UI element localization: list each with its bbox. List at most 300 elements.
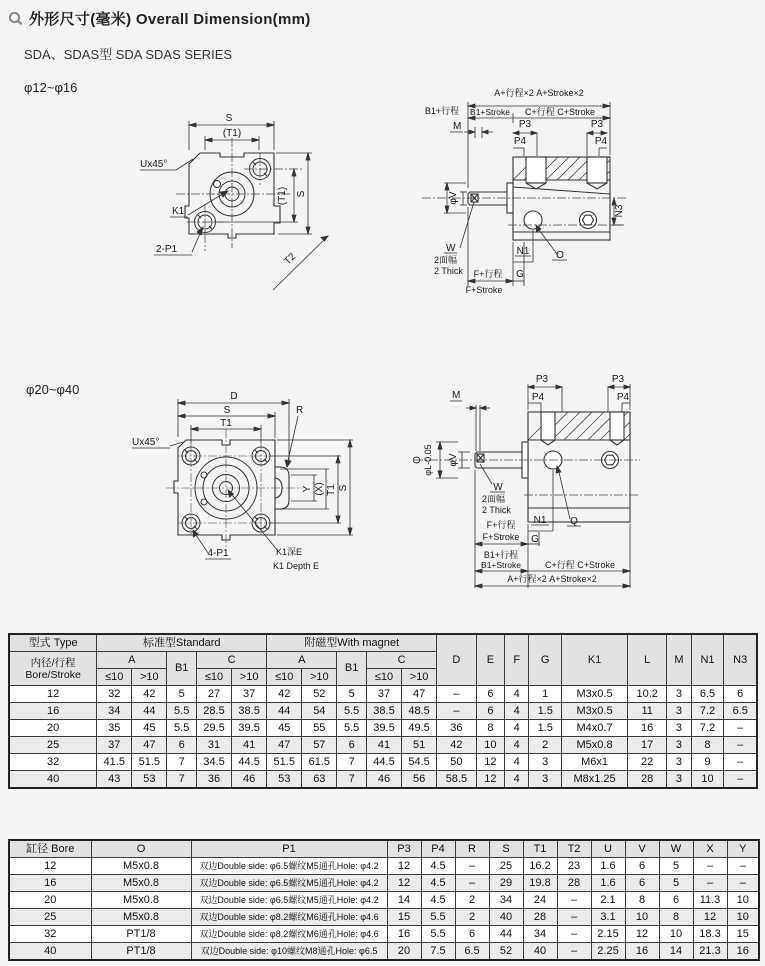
table-cell: 7 — [337, 754, 367, 771]
dim-label: T2 — [282, 251, 299, 268]
dim-label: N1 — [516, 246, 530, 257]
table-cell: 42 — [437, 737, 476, 754]
table-cell: 4.5 — [421, 858, 455, 875]
table-cell: 11 — [627, 703, 666, 720]
header-with-magnet: 附磁型With magnet — [267, 634, 437, 652]
table-cell: 54.5 — [402, 754, 437, 771]
table-cell: 14 — [659, 943, 693, 961]
table-cell: 39.5 — [232, 720, 267, 737]
table-cell: 2.15 — [591, 926, 625, 943]
table-cell: 27 — [196, 686, 231, 703]
table-cell: 6 — [625, 875, 659, 892]
table-cell: 40 — [523, 943, 557, 961]
table-cell: 10 — [691, 771, 724, 789]
table-cell: – — [557, 926, 591, 943]
header-f: F — [505, 634, 529, 686]
dim-label: G — [531, 534, 539, 545]
table-row — [9, 737, 757, 754]
table-cell: 1.6 — [591, 875, 625, 892]
table-header — [9, 634, 757, 686]
table-cell: 10 — [727, 892, 759, 909]
table-cell: – — [693, 858, 727, 875]
table-cell: – — [455, 875, 489, 892]
table-cell: 4.5 — [421, 892, 455, 909]
dim-label: F+Stroke — [482, 532, 520, 542]
dim-label: P4 — [616, 392, 630, 403]
table-cell: 28 — [557, 875, 591, 892]
table-cell: 9 — [691, 754, 724, 771]
table-cell: 11.3 — [693, 892, 727, 909]
table-row — [9, 858, 759, 875]
header-g: G — [529, 634, 562, 686]
table-cell: 5 — [337, 686, 367, 703]
table-cell: 56 — [402, 771, 437, 789]
table-cell: 双边Double side: φ6.5螺纹M5通孔Hole: φ4.2 — [191, 892, 387, 909]
dim-label: B1+Stroke — [481, 560, 521, 570]
header-le10: ≤10 — [196, 669, 231, 686]
dim-label: (X) — [314, 482, 325, 496]
table-cell: 45 — [267, 720, 302, 737]
header-b1: B1 — [337, 652, 367, 686]
table-cell: 7.2 — [691, 720, 724, 737]
table-cell: 4 — [505, 686, 529, 703]
table-cell: PT1/8 — [91, 943, 191, 961]
dim-label: 2 Thick — [434, 266, 463, 276]
table-cell: 47 — [132, 737, 167, 754]
table-cell: 40 — [9, 771, 97, 789]
table-cell: – — [557, 909, 591, 926]
dim-label: T1 — [220, 418, 232, 429]
table-cell: 16 — [9, 703, 97, 720]
table-cell: 34 — [523, 926, 557, 943]
dimension-table-ports — [8, 839, 760, 961]
table-cell: 35 — [97, 720, 132, 737]
table-cell: 54 — [302, 703, 337, 720]
page-title: 外形尺寸(毫米) Overall Dimension(mm) — [29, 11, 311, 28]
table-cell: – — [437, 703, 476, 720]
header-l: L — [627, 634, 666, 686]
table-cell: 38.5 — [366, 703, 401, 720]
table-cell: 15 — [387, 909, 421, 926]
table-cell: 6 — [455, 926, 489, 943]
dim-label: O — [556, 250, 564, 261]
header-v: V — [625, 840, 659, 858]
dim-label: Ux45° — [140, 159, 168, 170]
table-cell: 5.5 — [337, 703, 367, 720]
dim-label: (T1) — [277, 186, 288, 206]
dim-label: P3 — [590, 119, 604, 130]
table-cell: M5x0.8 — [562, 737, 628, 754]
table-cell: M5x0.8 — [91, 858, 191, 875]
dim-label: B1+行程 — [483, 550, 519, 560]
side-view-drawing-large-bore — [412, 372, 652, 604]
table-cell: 3 — [667, 754, 691, 771]
table-cell: 10 — [625, 909, 659, 926]
header-bore-stroke-en: Bore/Stroke — [25, 668, 81, 681]
magnifier-icon — [8, 11, 23, 26]
table-cell: 37 — [232, 686, 267, 703]
table-cell: 36 — [437, 720, 476, 737]
dim-label: 4-P1 — [207, 548, 229, 559]
table-cell: 双边Double side: φ10螺纹M8通孔Hole: φ6.5 — [191, 943, 387, 961]
table-cell: 双边Double side: φ8.2螺纹M6通孔Hole: φ4.6 — [191, 926, 387, 943]
dim-label: F+Stroke — [465, 285, 503, 295]
table-cell: 41 — [232, 737, 267, 754]
table-cell: 48.5 — [402, 703, 437, 720]
table-cell: 3 — [529, 771, 562, 789]
table-row — [9, 926, 759, 943]
table-cell: 51 — [402, 737, 437, 754]
table-cell: – — [455, 858, 489, 875]
table-cell: 6 — [659, 892, 693, 909]
dim-label: S — [338, 484, 349, 492]
table-cell: 47 — [267, 737, 302, 754]
table-cell: – — [693, 875, 727, 892]
table-cell: 20 — [387, 943, 421, 961]
table-cell: 1.5 — [529, 720, 562, 737]
table-cell: 14 — [387, 892, 421, 909]
table-cell: 4 — [505, 771, 529, 789]
table-row — [9, 909, 759, 926]
table-cell: 10 — [476, 737, 505, 754]
table-cell: 2 — [455, 892, 489, 909]
header-c: C — [366, 652, 436, 669]
table-cell: – — [724, 754, 757, 771]
table-cell: 51.5 — [132, 754, 167, 771]
table-cell: 25 — [489, 858, 523, 875]
table-cell: 12 — [476, 771, 505, 789]
table-cell: 6.5 — [691, 686, 724, 703]
table-row — [9, 686, 757, 703]
table-cell: 31 — [196, 737, 231, 754]
header-standard: 标准型Standard — [97, 634, 267, 652]
table-cell: 3 — [667, 737, 691, 754]
table-cell: 8 — [625, 892, 659, 909]
dim-label: φV — [448, 453, 459, 467]
table-cell: 16 — [625, 943, 659, 961]
table-cell: 32 — [9, 926, 91, 943]
dim-label: φL-0.05 — [423, 444, 433, 476]
table-cell: M4x0.7 — [562, 720, 628, 737]
table-cell: 6.5 — [724, 703, 757, 720]
dim-label: R — [296, 405, 304, 416]
table-cell: 46 — [232, 771, 267, 789]
table-cell: 34.5 — [196, 754, 231, 771]
table-cell: 6 — [167, 737, 197, 754]
dim-label: N3 — [614, 204, 625, 218]
table-cell: 3 — [667, 686, 691, 703]
table-cell: – — [724, 737, 757, 754]
table-cell: 2 — [455, 909, 489, 926]
table-cell: 16 — [9, 875, 91, 892]
table-cell: 12 — [387, 858, 421, 875]
table-cell: 2 — [529, 737, 562, 754]
table-cell: 5 — [659, 875, 693, 892]
table-cell: 2.1 — [591, 892, 625, 909]
dim-label: 2 Thick — [482, 505, 511, 515]
table-cell: 8 — [476, 720, 505, 737]
table-cell: 3 — [667, 720, 691, 737]
header-b1: B1 — [167, 652, 197, 686]
table-cell: – — [724, 720, 757, 737]
table-cell: 16 — [627, 720, 666, 737]
table-cell: 16.2 — [523, 858, 557, 875]
header-t1: T1 — [523, 840, 557, 858]
header-a: A — [97, 652, 167, 669]
header-x: X — [693, 840, 727, 858]
dim-label: P4 — [531, 392, 545, 403]
dim-label: P3 — [518, 119, 532, 130]
holes-and-boss — [195, 159, 271, 233]
dim-label: O — [412, 456, 423, 464]
table-cell: 58.5 — [437, 771, 476, 789]
table-cell: 3 — [667, 703, 691, 720]
table-cell: 44 — [267, 703, 302, 720]
front-view-drawing-large-bore — [130, 383, 398, 593]
dim-label: K1深E — [276, 547, 303, 557]
dim-label: F+行程 — [486, 520, 516, 530]
table-cell: 43 — [97, 771, 132, 789]
bore-range-large-label: φ20~φ40 — [26, 382, 80, 397]
table-cell: 49.5 — [402, 720, 437, 737]
table-cell: 7 — [167, 771, 197, 789]
dim-label: G — [516, 269, 524, 280]
table-cell: 6 — [625, 858, 659, 875]
dim-label: M — [453, 121, 462, 132]
table-cell: M5x0.8 — [91, 875, 191, 892]
series-subtitle: SDA、SDAS型 SDA SDAS SERIES — [24, 47, 233, 62]
table-cell: 29.5 — [196, 720, 231, 737]
table-cell: 40 — [489, 909, 523, 926]
table-cell: M3x0.5 — [562, 686, 628, 703]
dim-label: F+行程 — [473, 269, 503, 279]
dim-label: Ux45° — [132, 437, 160, 448]
table-cell: 34 — [489, 892, 523, 909]
table-cell: 双边Double side: φ6.5螺纹M5通孔Hole: φ4.2 — [191, 858, 387, 875]
table-cell: 32 — [97, 686, 132, 703]
table-cell: 12 — [9, 858, 91, 875]
table-cell: 5.5 — [421, 926, 455, 943]
header-gt10: >10 — [232, 669, 267, 686]
table-row — [9, 771, 757, 789]
dim-label: A+行程×2 A+Stroke×2 — [507, 574, 597, 584]
table-cell: 10.2 — [627, 686, 666, 703]
dim-label: M — [452, 390, 461, 401]
table-cell: 55 — [302, 720, 337, 737]
table-cell: 52 — [489, 943, 523, 961]
table-cell: 2.25 — [591, 943, 625, 961]
dim-label: 2面幅 — [482, 494, 506, 504]
table-cell: 39.5 — [366, 720, 401, 737]
table-cell: – — [727, 875, 759, 892]
table-cell: 28 — [523, 909, 557, 926]
page-header — [8, 8, 311, 29]
table-cell: – — [557, 892, 591, 909]
table-cell: M5x0.8 — [91, 909, 191, 926]
dim-label: N1 — [533, 515, 547, 526]
table-row — [9, 943, 759, 961]
header-s: S — [489, 840, 523, 858]
table-cell: 16 — [387, 926, 421, 943]
table-cell: 34 — [97, 703, 132, 720]
bore-range-small-label: φ12~φ16 — [24, 80, 78, 95]
dim-label: T1 — [326, 484, 337, 496]
table-cell: 53 — [132, 771, 167, 789]
header-bore: 缸径 Bore — [9, 840, 91, 858]
table-cell: 5 — [659, 858, 693, 875]
table-cell: 44 — [132, 703, 167, 720]
table-cell: 6 — [476, 703, 505, 720]
table-cell: 12 — [693, 909, 727, 926]
header-d: D — [437, 634, 476, 686]
dim-label: C+行程 C+Stroke — [524, 107, 596, 117]
header-le10: ≤10 — [267, 669, 302, 686]
dim-label: S — [296, 190, 307, 198]
table-cell: 1 — [529, 686, 562, 703]
header-type: 型式 Type — [9, 634, 97, 652]
table-cell: 8 — [691, 737, 724, 754]
table-cell: 19.8 — [523, 875, 557, 892]
header-u: U — [591, 840, 625, 858]
table-cell: 52 — [302, 686, 337, 703]
table-cell: 双边Double side: φ6.5螺纹M5通孔Hole: φ4.2 — [191, 875, 387, 892]
table-cell: 5.5 — [167, 720, 197, 737]
table-cell: 15 — [727, 926, 759, 943]
table-cell: 1.6 — [591, 858, 625, 875]
table-cell: 6 — [724, 686, 757, 703]
table-cell: 42 — [132, 686, 167, 703]
table-cell: 6 — [476, 686, 505, 703]
table-cell: 50 — [437, 754, 476, 771]
dim-label: K1 — [172, 206, 185, 217]
table-cell: 21.3 — [693, 943, 727, 961]
table-cell: 3 — [529, 754, 562, 771]
header-w: W — [659, 840, 693, 858]
dim-label: P4 — [513, 136, 527, 147]
dim-label: Q — [570, 516, 578, 527]
dim-label: Y — [302, 485, 313, 493]
dimension-lines — [436, 384, 630, 588]
table-cell: 28 — [627, 771, 666, 789]
front-view-drawing-small-bore — [132, 96, 362, 301]
table-cell: 32 — [9, 754, 97, 771]
table-row — [9, 892, 759, 909]
header-bore-stroke-cn: 内径/行程 — [30, 656, 76, 669]
table-row — [9, 754, 757, 771]
table-cell: 25 — [9, 909, 91, 926]
header-le10: ≤10 — [97, 669, 132, 686]
dim-label: B1+Stroke — [470, 107, 510, 117]
table-cell: 5.5 — [167, 703, 197, 720]
table-cell: 36 — [196, 771, 231, 789]
table-cell: 20 — [9, 892, 91, 909]
table-cell: 12 — [476, 754, 505, 771]
table-cell: 41.5 — [97, 754, 132, 771]
header-r: R — [455, 840, 489, 858]
dim-label: B1+行程 — [424, 106, 460, 116]
dim-label: P4 — [594, 136, 608, 147]
header-o: O — [91, 840, 191, 858]
table-cell: 3.1 — [591, 909, 625, 926]
header-gt10: >10 — [302, 669, 337, 686]
table-cell: 16 — [727, 943, 759, 961]
table-row — [9, 703, 757, 720]
header-gt10: >10 — [132, 669, 167, 686]
table-cell: 10 — [727, 909, 759, 926]
table-cell: 4 — [505, 737, 529, 754]
table-cell: 44 — [489, 926, 523, 943]
header-p4: P4 — [421, 840, 455, 858]
header-a: A — [267, 652, 337, 669]
table-body — [9, 858, 759, 961]
table-cell: 5.5 — [337, 720, 367, 737]
dimension-table-main — [8, 633, 758, 789]
table-cell: M6x1 — [562, 754, 628, 771]
table-cell: 38.5 — [232, 703, 267, 720]
table-row — [9, 875, 759, 892]
table-cell: 51.5 — [267, 754, 302, 771]
table-cell: 44.5 — [232, 754, 267, 771]
dim-label: (T1) — [222, 128, 242, 139]
table-cell: 4 — [505, 703, 529, 720]
dim-label: P3 — [611, 374, 625, 385]
table-cell: M3x0.5 — [562, 703, 628, 720]
table-cell: M8x1.25 — [562, 771, 628, 789]
table-cell: – — [727, 858, 759, 875]
table-cell: 7.5 — [421, 943, 455, 961]
dim-label: S — [225, 113, 233, 124]
table-cell: 7.2 — [691, 703, 724, 720]
table-cell: 双边Double side: φ8.2螺纹M6通孔Hole: φ4.6 — [191, 909, 387, 926]
table-cell: 44.5 — [366, 754, 401, 771]
table-cell: 22 — [627, 754, 666, 771]
table-cell: 8 — [659, 909, 693, 926]
table-cell: – — [724, 771, 757, 789]
table-cell: 37 — [366, 686, 401, 703]
table-cell: 6.5 — [455, 943, 489, 961]
header-n1: N1 — [691, 634, 724, 686]
dim-label: D — [230, 391, 238, 402]
header-t2: T2 — [557, 840, 591, 858]
table-cell: 42 — [267, 686, 302, 703]
table-header — [9, 840, 759, 858]
table-cell: 1.5 — [529, 703, 562, 720]
dim-label: 2面幅 — [434, 255, 458, 265]
table-cell: 24 — [523, 892, 557, 909]
table-cell: – — [557, 943, 591, 961]
table-cell: 57 — [302, 737, 337, 754]
dim-label: W — [493, 482, 503, 493]
dimension-lines — [140, 121, 328, 290]
table-cell: 63 — [302, 771, 337, 789]
header-bore-stroke — [9, 652, 97, 686]
header-m: M — [667, 634, 691, 686]
table-cell: 4 — [505, 720, 529, 737]
table-cell: 46 — [366, 771, 401, 789]
table-cell: 4 — [505, 754, 529, 771]
table-cell: 6 — [337, 737, 367, 754]
table-cell: 28.5 — [196, 703, 231, 720]
dim-label: K1 Depth E — [273, 561, 320, 571]
table-cell: 18.3 — [693, 926, 727, 943]
table-cell: 25 — [9, 737, 97, 754]
table-cell: 29 — [489, 875, 523, 892]
table-cell: 61.5 — [302, 754, 337, 771]
dim-label: C+行程 C+Stroke — [544, 560, 616, 570]
table-body — [9, 686, 757, 789]
table-cell: 7 — [337, 771, 367, 789]
header-e: E — [476, 634, 505, 686]
